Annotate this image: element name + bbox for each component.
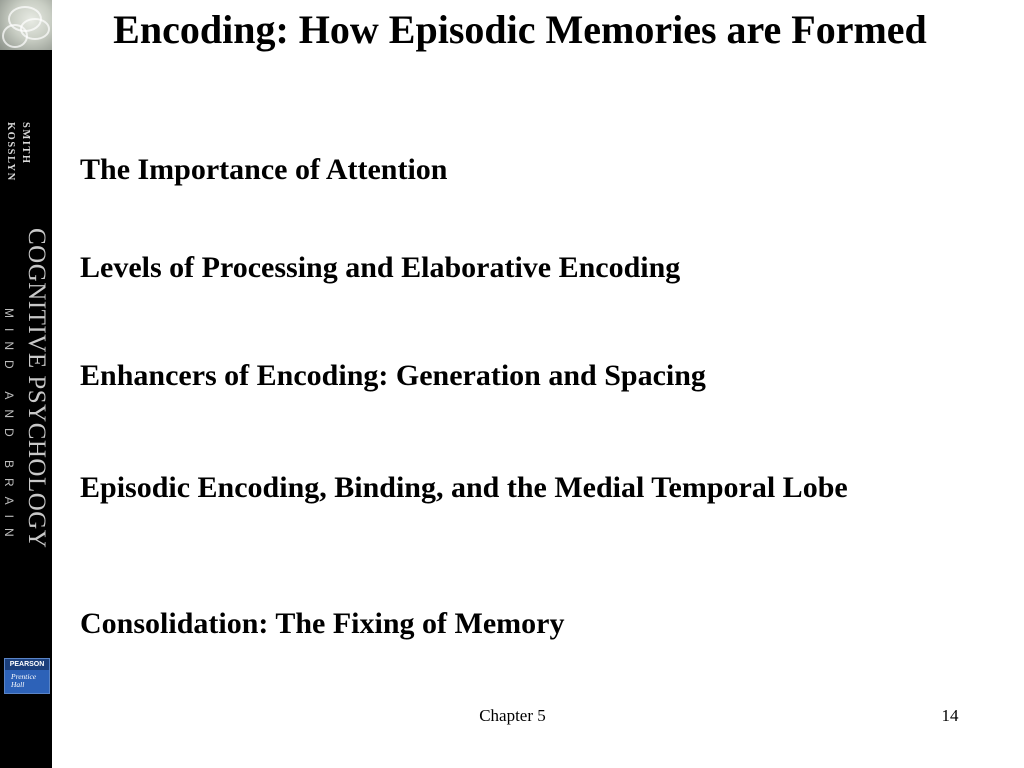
footer-chapter: Chapter 5 <box>479 706 546 725</box>
spine-authors <box>3 122 33 182</box>
spine-author-2: KOSSLYN <box>5 122 16 182</box>
spine-book-title: COGNITIVE PSYCHOLOGY <box>23 228 50 549</box>
list-item: Levels of Processing and Elaborative Encoding <box>80 251 681 284</box>
list-item: Consolidation: The Fixing of Memory <box>80 607 565 640</box>
spine-author-1: SMITH <box>20 122 31 165</box>
list-item: Episodic Encoding, Binding, and the Medial Temporal Lobe <box>80 471 848 504</box>
spine-book-subtitle: MIND AND BRAIN <box>2 308 16 547</box>
list-item: The Importance of Attention <box>80 153 448 186</box>
list-item: Enhancers of Encoding: Generation and Spacing <box>80 359 706 392</box>
publisher-logo <box>4 658 50 694</box>
slide-title: Encoding: How Episodic Memories are Formed <box>113 7 927 52</box>
publisher-imprint: Prentice Hall <box>5 670 49 693</box>
slide-number: 14 <box>941 706 959 725</box>
brain-image <box>0 0 52 50</box>
book-spine-sidebar <box>0 0 52 768</box>
publisher-name: PEARSON <box>5 659 49 670</box>
